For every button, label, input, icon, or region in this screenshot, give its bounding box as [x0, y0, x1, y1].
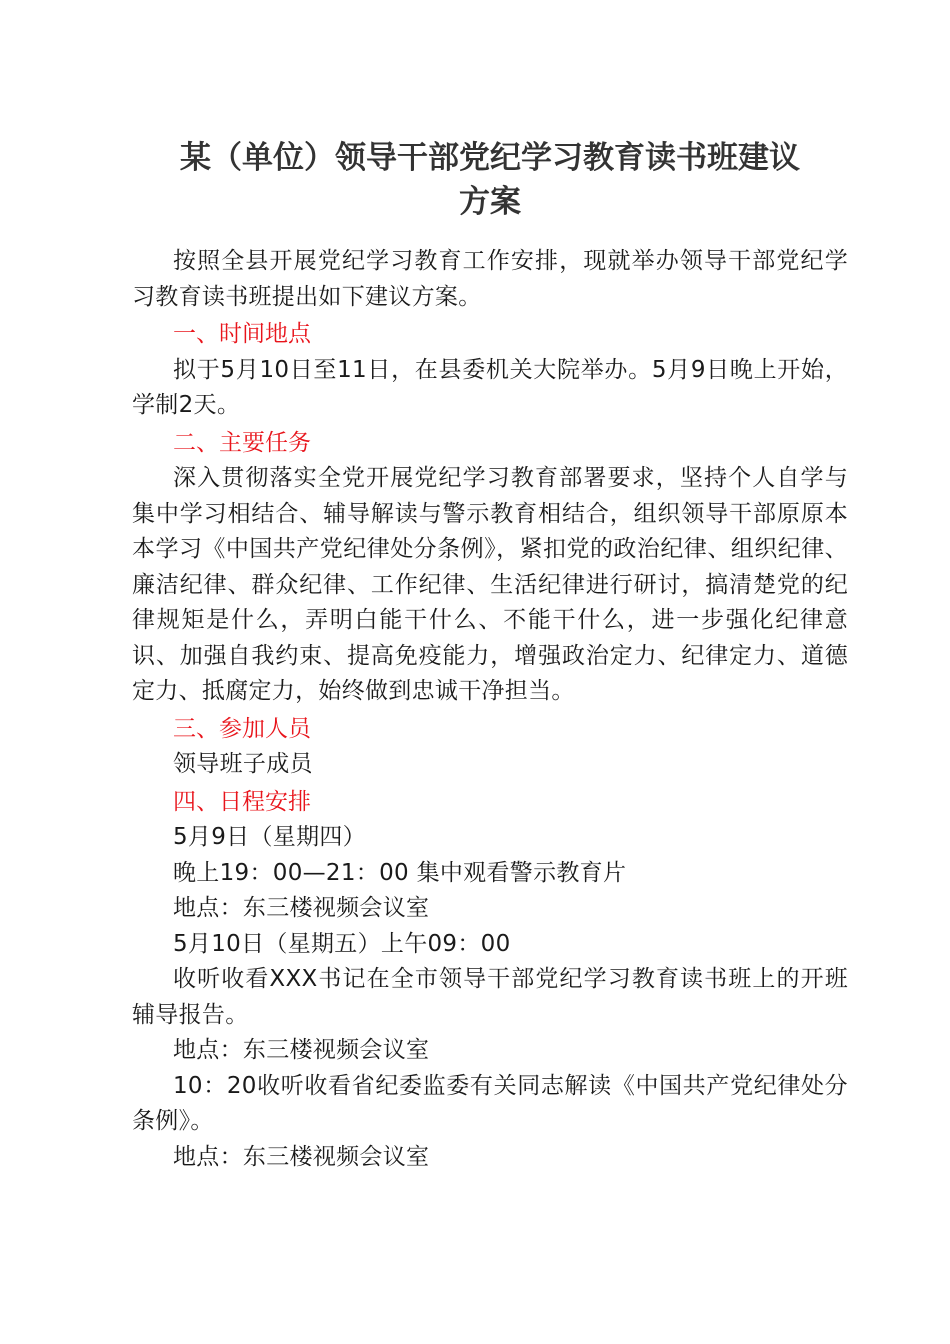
schedule-line: 地点：东三楼视频会议室 [173, 895, 430, 921]
section-paragraph: 领导班子成员 [173, 751, 313, 777]
section-paragraph: 深入贯彻落实全党开展党纪学习教育部署要求，坚持个人自学与集中学习相结合、辅导解读与警示教育相结合，组织领导干部原原本本学习《中国共产党纪律处分条例》，紧扣党的政治纪律、组织纪律、廉洁纪律、群众纪律、工作纪律、生活纪律进行研讨，搞清楚党的纪律规矩是什么，弄明白能干什么、不能干什么，进一步强化纪律意识、加强自我约束、提高免疫能力，增强政治定力、纪律定力、道德定力、抵腐定力，始终做到忠诚干净担当。 [132, 465, 848, 704]
schedule-line: 地点：东三楼视频会议室 [173, 1037, 430, 1063]
section-paragraph: 拟于5月10日至11日，在县委机关大院举办。5月9日晚上开始，学制2天。 [132, 356, 848, 418]
document-title [132, 136, 848, 224]
schedule-line: 地点：东三楼视频会议室 [173, 1143, 430, 1170]
schedule-line: 晚上19：00—21：00 集中观看警示教育片 [173, 859, 627, 886]
section-heading-main-tasks: 二、主要任务 [173, 429, 311, 456]
section-heading-schedule: 四、日程安排 [173, 788, 311, 815]
title-line-1: 某（单位）领导干部党纪学习教育读书班建议 [180, 140, 800, 176]
section-heading-time-place: 一、时间地点 [173, 321, 311, 347]
schedule-line: 收听收看XXX书记在全市领导干部党纪学习教育读书班上的开班辅导报告。 [132, 966, 848, 1028]
schedule-line: 5月10日（星期五）上午09：00 [173, 930, 511, 957]
title-line-2: 方案 [459, 184, 521, 220]
intro-paragraph: 按照全县开展党纪学习教育工作安排，现就举办领导干部党纪学习教育读书班提出如下建议方案。 [132, 248, 848, 310]
schedule-line: 10：20收听收看省纪委监委有关同志解读《中国共产党纪律处分条例》。 [132, 1072, 848, 1134]
schedule-line: 5月9日（星期四） [173, 824, 366, 850]
section-heading-participants: 三、参加人员 [173, 715, 311, 742]
document-page [132, 136, 848, 1175]
